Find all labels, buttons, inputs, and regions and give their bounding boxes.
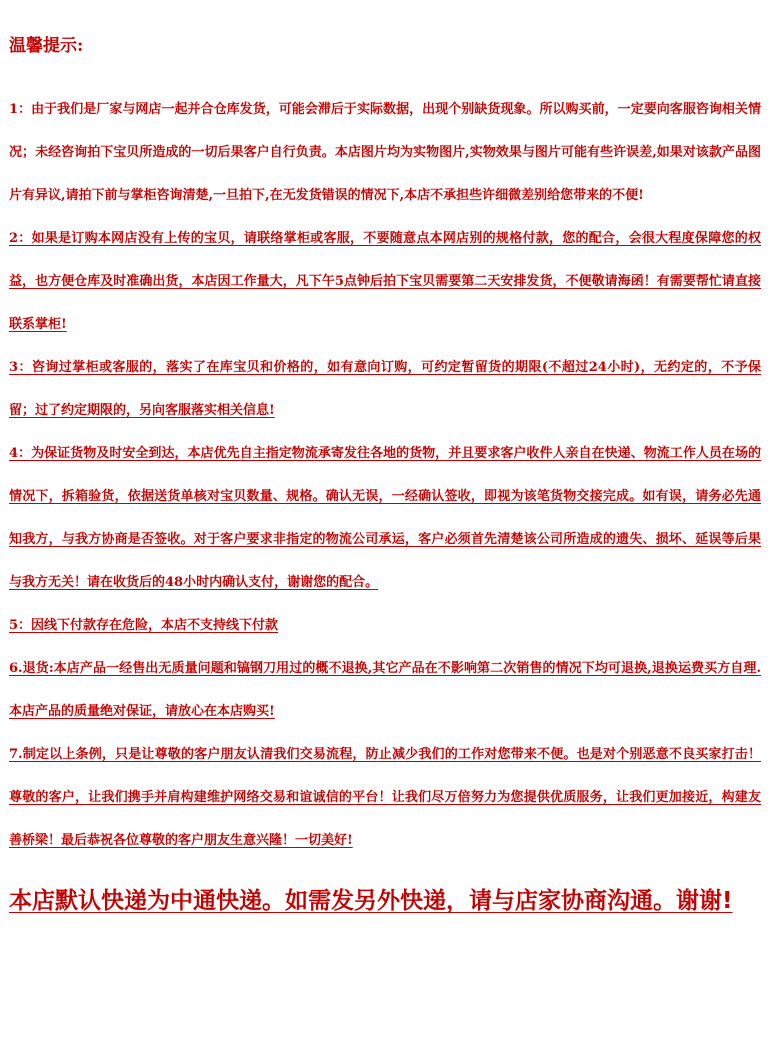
clause-4-text: 4：为保证货物及时安全到达，本店优先自主指定物流承寄发往各地的货物，并且要求客户收件人亲自在快递、物流工作人员在场的情况下，拆箱验货，依据送货单核对宝贝数量、规格。确认无误，一经确认签收，即视为该笔货物交接完成。如有误，请务必先通知我方，与我方协商是否签收。对于客户要求非指定的物流公司承运，客户必须首先清楚该公司所造成的遗失、损坏、延误等后果与我方无关！请在收货后的48小时内确认支付，谢谢您的配合。	[9, 446, 761, 590]
clause-4	[9, 432, 761, 604]
clause-7-text: 7.制定以上条例，只是让尊敬的客户朋友认清我们交易流程，防止减少我们的工作对您带来不便。也是对个别恶意不良买家打击！尊敬的客户，让我们携手并肩构建维护网络交易和谊诚信的平台！让我们尽万倍努力为您提供优质服务，让我们更加接近，构建友善桥梁！最后恭祝各位尊敬的客户朋友生意兴隆！一切美好!	[9, 747, 761, 848]
clause-6	[9, 647, 761, 733]
clause-5-text: 5：因线下付款存在危险，本店不支持线下付款	[9, 618, 279, 633]
shipping-note: 本店默认快递为中通快递。如需发另外快递，请与店家协商沟通。谢谢!	[9, 888, 733, 914]
clause-1-text: 1：由于我们是厂家与网店一起并合仓库发货，可能会滞后于实际数据，出现个别缺货现象。所以购买前，一定要向客服咨询相关情况；未经咨询拍下宝贝所造成的一切后果客户自行负责。本店图片均为实物图片,实物效果与图片可能有些许误差,如果对该款产品图片有异议,请拍下前与掌柜咨询清楚,一旦拍下,在无发货错误的情况下,本店不承担些许细微差别给您带来的不便!	[9, 102, 761, 203]
clause-1	[9, 88, 761, 217]
clause-7	[9, 733, 761, 862]
clause-3-text: 3：咨询过掌柜或客服的，落实了在库宝贝和价格的，如有意向订购，可约定暂留货的期限(不超过24小时)，无约定的，不予保留；过了约定期限的，另向客服落实相关信息!	[9, 360, 761, 418]
notice-title: 温馨提示:	[9, 36, 84, 56]
clause-6-text: 6.退货:本店产品一经售出无质量问题和镐钢刀用过的概不退换,其它产品在不影响第二次销售的情况下均可退换,退换运费买方自理.本店产品的质量绝对保证，请放心在本店购买!	[9, 661, 761, 719]
clause-3	[9, 346, 761, 432]
clause-2	[9, 217, 761, 346]
clause-2-text: 2：如果是订购本网店没有上传的宝贝，请联络掌柜或客服，不要随意点本网店别的规格付款，您的配合，会很大程度保障您的权益，也方便仓库及时准确出货，本店因工作量大，凡下午5点钟后拍下宝贝需要第二天安排发货，不便敬请海函！有需要帮忙请直接联系掌柜!	[9, 231, 761, 332]
clause-5	[9, 604, 761, 647]
store-notice	[9, 30, 761, 923]
